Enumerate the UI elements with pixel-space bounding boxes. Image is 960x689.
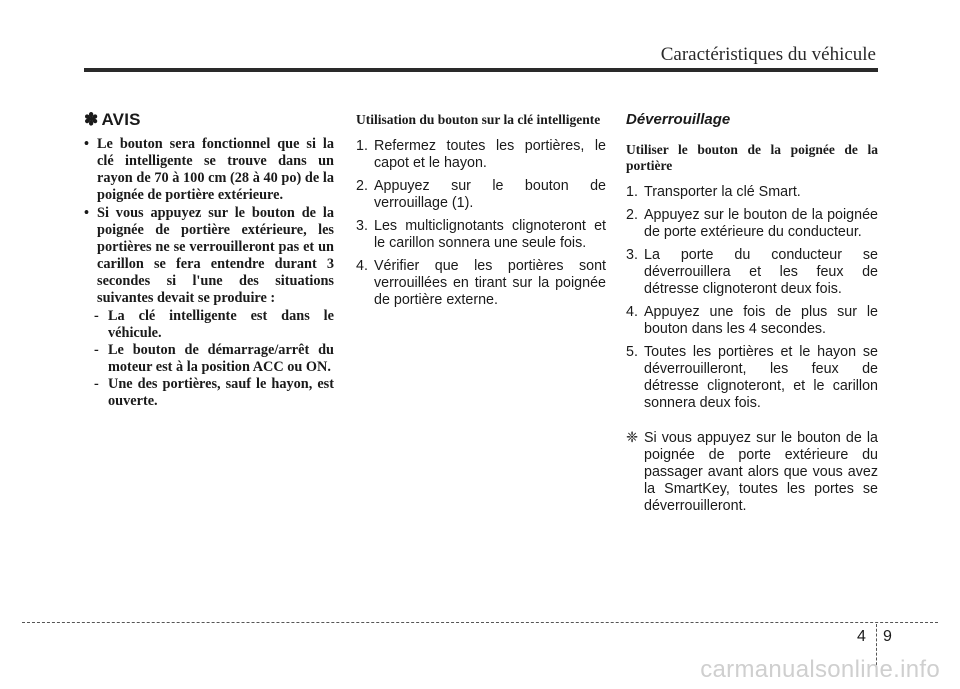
unlock-note <box>626 430 878 515</box>
lock-step <box>356 178 606 212</box>
avis-bullet <box>84 205 334 307</box>
step-number: 2. <box>626 207 638 223</box>
step-text: Vérifier que les portières sont verrouillées en tirant sur la poignée de portière externe. <box>374 258 606 308</box>
avis-sub-item <box>84 308 334 342</box>
dash-mark: - <box>94 308 99 324</box>
avis-sub-text: Le bouton de démarrage/arrêt du moteur est à la position ACC ou ON. <box>108 342 334 375</box>
chapter-number: 4 <box>857 628 866 645</box>
lock-step <box>356 258 606 309</box>
avis-sub-text: La clé intelligente est dans le véhicule. <box>108 308 334 341</box>
bullet-mark: • <box>84 205 90 221</box>
step-text: Appuyez sur le bouton de verrouillage (1). <box>374 178 606 211</box>
unlock-section-title: Utiliser le bouton de la poignée de la portière <box>626 142 878 173</box>
unlock-step <box>626 184 878 201</box>
header-rule <box>84 68 878 72</box>
step-text: Les multiclignotants clignoteront et le carillon sonnera une seule fois. <box>374 218 606 251</box>
step-number: 2. <box>356 178 368 194</box>
avis-sub-text: Une des portières, sauf le hayon, est ouverte. <box>108 376 334 409</box>
step-number: 4. <box>356 258 368 274</box>
unlock-column <box>626 100 878 515</box>
dash-mark: - <box>94 342 99 358</box>
step-text: La porte du conducteur se déverrouillera et les feux de détresse clignoteront deux fois. <box>644 247 878 297</box>
step-text: Transporter la clé Smart. <box>644 184 801 200</box>
footer-rule <box>22 622 938 623</box>
page-header-title: Caractéristiques du véhicule <box>660 44 876 65</box>
unlock-step <box>626 207 878 241</box>
avis-sub-item <box>84 342 334 376</box>
lock-section-title: Utilisation du bouton sur la clé intelligente <box>356 112 601 127</box>
step-number: 1. <box>356 138 368 154</box>
step-number: 3. <box>626 247 638 263</box>
avis-bullet-text: Si vous appuyez sur le bouton de la poignée de portière extérieure, les portières ne se verrouilleront pas et un carillon se fera entendre durant 3 secondes si l'une des situations suivantes devait se produire : <box>97 205 334 306</box>
note-text: Si vous appuyez sur le bouton de la poignée de porte extérieure du passager avant alors que vous avez la SmartKey, toutes les portes se déverrouilleront. <box>644 430 878 514</box>
step-number: 3. <box>356 218 368 234</box>
star-icon: ✽ <box>84 110 99 129</box>
step-text: Toutes les portières et le hayon se déverrouilleront, les feux de détresse clignoteront, et le carillon sonnera deux fois. <box>644 344 878 411</box>
avis-title: AVIS <box>101 110 141 129</box>
step-number: 1. <box>626 184 638 200</box>
page-number: 9 <box>883 628 892 645</box>
unlock-step <box>626 344 878 412</box>
avis-column <box>84 100 334 410</box>
avis-bullet-text: Le bouton sera fonctionnel que si la clé intelligente se trouve dans un rayon de 70 à 100 cm (28 à 40 po) de la poignée de portière extérieure. <box>97 136 334 203</box>
step-text: Refermez toutes les portières, le capot et le hayon. <box>374 138 606 171</box>
step-text: Appuyez sur le bouton de la poignée de porte extérieure du conducteur. <box>644 207 878 240</box>
unlock-step <box>626 247 878 298</box>
note-star-icon: ❈ <box>626 430 638 446</box>
bullet-mark: • <box>84 136 90 152</box>
avis-heading <box>84 110 334 130</box>
dash-mark: - <box>94 376 99 392</box>
avis-sub-item <box>84 376 334 410</box>
step-text: Appuyez une fois de plus sur le bouton dans les 4 secondes. <box>644 304 878 337</box>
step-number: 5. <box>626 344 638 360</box>
lock-column <box>356 100 606 315</box>
unlock-step <box>626 304 878 338</box>
lock-step <box>356 218 606 252</box>
step-number: 4. <box>626 304 638 320</box>
watermark: carmanualsonline.info <box>700 656 940 683</box>
avis-bullet <box>84 136 334 204</box>
unlock-heading: Déverrouillage <box>626 111 731 128</box>
lock-step <box>356 138 606 172</box>
